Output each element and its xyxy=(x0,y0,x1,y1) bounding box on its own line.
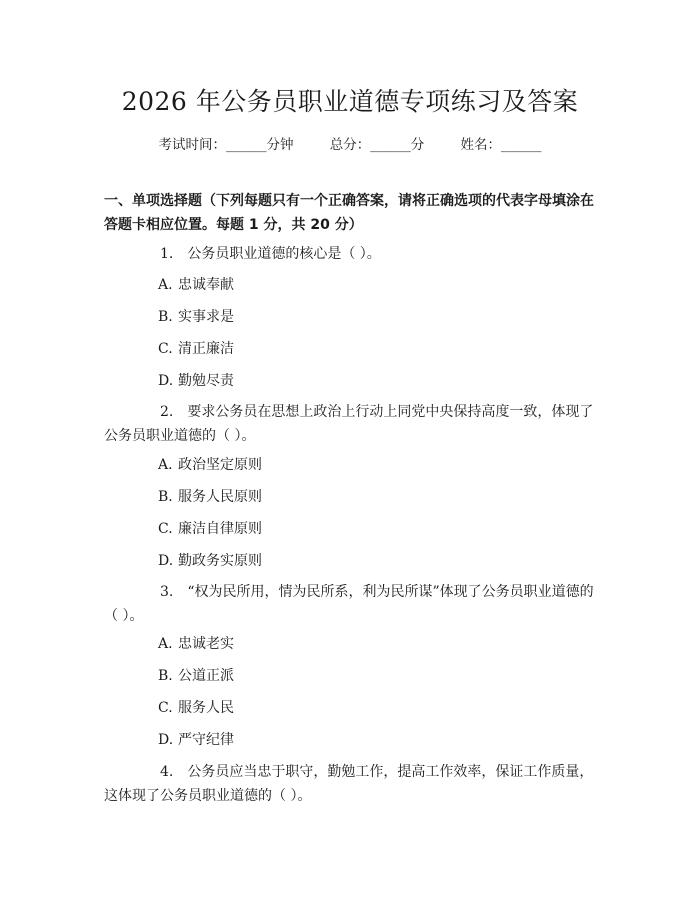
option-letter: A. xyxy=(158,457,173,473)
option-text: 忠诚奉献 xyxy=(178,277,234,293)
question-text: 公务员应当忠于职守，勤勉工作，提高工作效率，保证工作质量，这体现了公务员职业道德的（ ）。 xyxy=(104,764,594,804)
question-2-option-d xyxy=(158,551,262,571)
question-text: 公务员职业道德的核心是（ ）。 xyxy=(187,246,381,262)
option-letter: B. xyxy=(158,309,173,325)
option-letter: D. xyxy=(158,732,174,748)
question-3-option-a xyxy=(158,634,234,654)
option-letter: A. xyxy=(158,636,173,652)
option-letter: C. xyxy=(158,521,173,537)
option-letter: D. xyxy=(158,373,174,389)
option-text: 忠诚老实 xyxy=(178,636,234,652)
option-text: 清正廉洁 xyxy=(178,341,234,357)
option-letter: C. xyxy=(158,341,173,357)
total-score: 总分：______分 xyxy=(329,137,425,153)
section-heading: 一、单项选择题（下列每题只有一个正确答案，请将正确选项的代表字母填涂在答题卡相应位置。每题 1 分，共 20 分） xyxy=(104,193,594,233)
option-text: 严守纪律 xyxy=(178,732,234,748)
option-text: 服务人民 xyxy=(178,700,234,716)
option-text: 勤勉尽责 xyxy=(178,373,234,389)
question-3-option-c xyxy=(158,698,234,718)
option-text: 服务人民原则 xyxy=(178,489,262,505)
question-1-option-b xyxy=(158,307,234,327)
question-3-option-d xyxy=(158,730,234,750)
option-letter: C. xyxy=(158,700,173,716)
exam-time: 考试时间：______分钟 xyxy=(158,137,294,153)
question-1 xyxy=(104,242,600,266)
document-title: 2026 年公务员职业道德专项练习及答案 xyxy=(121,87,579,116)
option-text: 勤政务实原则 xyxy=(178,553,262,569)
question-number: 2. xyxy=(160,404,174,420)
question-4 xyxy=(104,760,600,808)
question-3-option-b xyxy=(158,666,234,686)
option-letter: D. xyxy=(158,553,174,569)
option-text: 廉洁自律原则 xyxy=(178,521,262,537)
question-2-option-c xyxy=(158,519,262,539)
question-1-option-d xyxy=(158,371,234,391)
question-1-option-c xyxy=(158,339,234,359)
question-number: 1. xyxy=(160,246,174,262)
question-number: 4. xyxy=(160,764,174,780)
question-number: 3. xyxy=(160,584,174,600)
student-name: 姓名：______ xyxy=(460,137,542,153)
question-2 xyxy=(104,400,600,448)
option-text: 实事求是 xyxy=(178,309,234,325)
exam-meta xyxy=(0,133,700,153)
question-2-option-a xyxy=(158,455,262,475)
option-letter: B. xyxy=(158,489,173,505)
option-letter: B. xyxy=(158,668,173,684)
question-text: “权为民所用，情为民所系，利为民所谋”体现了公务员职业道德的（ ）。 xyxy=(104,584,594,624)
option-text: 公道正派 xyxy=(178,668,234,684)
question-1-option-a xyxy=(158,275,234,295)
question-text: 要求公务员在思想上政治上行动上同党中央保持高度一致，体现了公务员职业道德的（ ）。 xyxy=(104,404,594,444)
question-3 xyxy=(104,580,600,628)
option-text: 政治坚定原则 xyxy=(178,457,262,473)
option-letter: A. xyxy=(158,277,173,293)
question-2-option-b xyxy=(158,487,262,507)
